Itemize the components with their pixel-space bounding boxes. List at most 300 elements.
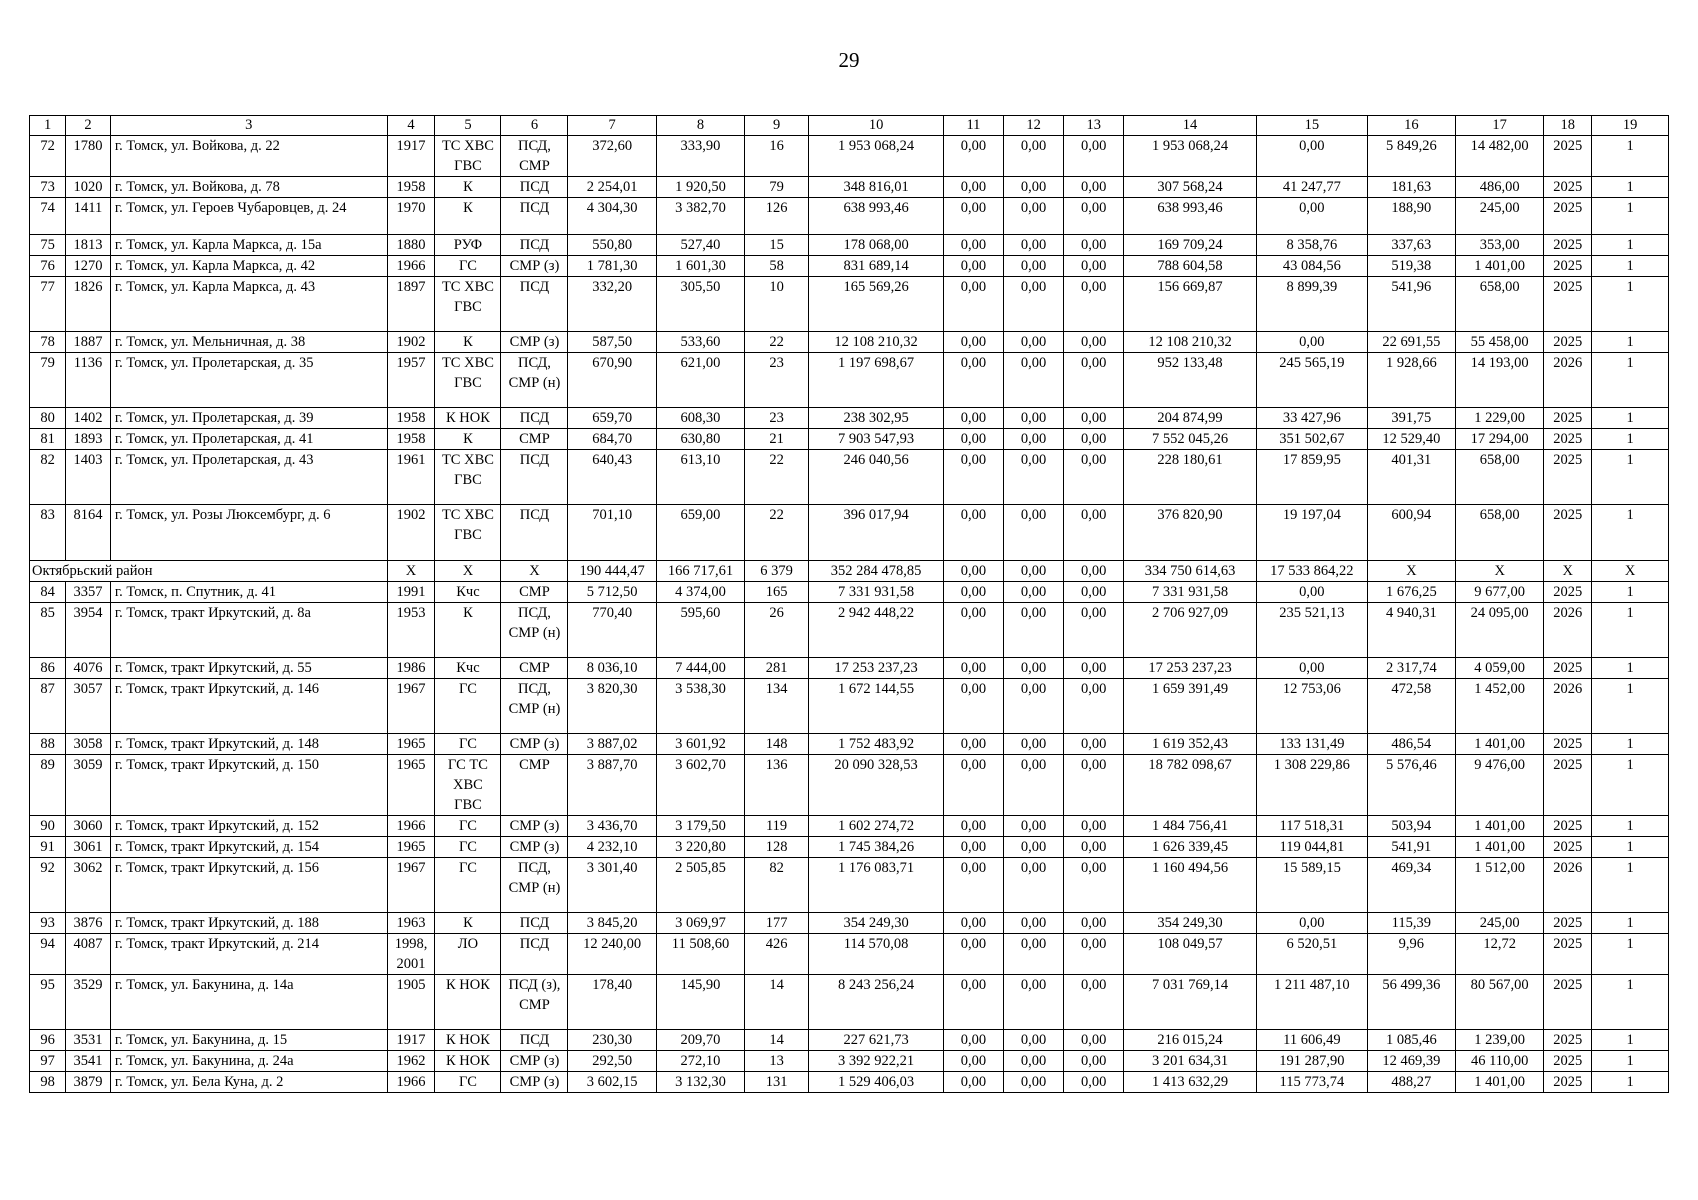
table-cell: 156 669,87	[1123, 276, 1256, 331]
table-row	[30, 1072, 1669, 1093]
table-cell: 1813	[66, 234, 111, 255]
table-cell: 1957	[387, 352, 435, 407]
table-cell: 178,40	[568, 975, 656, 1030]
table-cell: ГС	[435, 857, 501, 912]
table-cell: 2025	[1544, 657, 1592, 678]
table-cell: 2025	[1544, 733, 1592, 754]
table-cell: ГС ТС ХВС ГВС	[435, 754, 501, 815]
table-cell: 0,00	[944, 581, 1004, 602]
table-cell: 0,00	[1064, 857, 1124, 912]
table-cell: 80 567,00	[1456, 975, 1544, 1030]
table-cell: 3357	[66, 581, 111, 602]
table-cell: К	[435, 198, 501, 235]
table-cell: 4 304,30	[568, 198, 656, 235]
subtotal-cell: 334 750 614,63	[1123, 560, 1256, 581]
address-cell: г. Томск, ул. Войкова, д. 78	[110, 177, 387, 198]
table-cell: 0,00	[944, 177, 1004, 198]
table-cell: СМР (з)	[501, 733, 568, 754]
table-cell: 246 040,56	[808, 450, 943, 505]
table-cell: 1 602 274,72	[808, 815, 943, 836]
table-cell: 3 382,70	[656, 198, 744, 235]
table-cell: 0,00	[1064, 975, 1124, 1030]
table-cell: 1917	[387, 136, 435, 177]
table-cell: 0,00	[944, 754, 1004, 815]
table-cell: ПСД	[501, 934, 568, 975]
table-cell: 1902	[387, 331, 435, 352]
table-cell: 0,00	[1064, 408, 1124, 429]
table-cell: 2 317,74	[1367, 657, 1455, 678]
table-cell: ТС ХВС ГВС	[435, 450, 501, 505]
table-cell: 348 816,01	[808, 177, 943, 198]
table-cell: 0,00	[1064, 934, 1124, 975]
table-cell: 0,00	[944, 934, 1004, 975]
address-cell: г. Томск, ул. Войкова, д. 22	[110, 136, 387, 177]
table-cell: 26	[745, 602, 809, 657]
table-cell: 0,00	[944, 450, 1004, 505]
table-cell: 638 993,46	[1123, 198, 1256, 235]
table-cell: 831 689,14	[808, 255, 943, 276]
table-cell: 0,00	[944, 733, 1004, 754]
column-number: 11	[944, 116, 1004, 136]
table-cell: 0,00	[944, 1051, 1004, 1072]
table-cell: 8 036,10	[568, 657, 656, 678]
table-row	[30, 934, 1669, 975]
table-cell: 1962	[387, 1051, 435, 1072]
table-cell: 1	[1592, 857, 1669, 912]
table-row	[30, 198, 1669, 235]
table-cell: 227 621,73	[808, 1030, 943, 1051]
address-cell: г. Томск, тракт Иркутский, д. 214	[110, 934, 387, 975]
table-cell: 228 180,61	[1123, 450, 1256, 505]
table-cell: 8164	[66, 505, 111, 560]
table-cell: 1 401,00	[1456, 836, 1544, 857]
subtotal-cell: Х	[387, 560, 435, 581]
table-cell: 0,00	[1064, 754, 1124, 815]
table-cell: 3 845,20	[568, 913, 656, 934]
table-cell: 2025	[1544, 581, 1592, 602]
table-cell: 22	[745, 450, 809, 505]
table-cell: 126	[745, 198, 809, 235]
subtotal-cell: Х	[501, 560, 568, 581]
table-cell: 488,27	[1367, 1072, 1455, 1093]
table-cell: 354 249,30	[808, 913, 943, 934]
table-cell: 4076	[66, 657, 111, 678]
table-row	[30, 1051, 1669, 1072]
table-cell: 0,00	[1003, 857, 1064, 912]
table-cell: 1	[1592, 934, 1669, 975]
table-cell: 2 254,01	[568, 177, 656, 198]
table-cell: 1 197 698,67	[808, 352, 943, 407]
table-cell: 12,72	[1456, 934, 1544, 975]
table-row	[30, 857, 1669, 912]
table-cell: 1 401,00	[1456, 255, 1544, 276]
table-cell: 391,75	[1367, 408, 1455, 429]
table-cell: 1887	[66, 331, 111, 352]
table-cell: 630,80	[656, 429, 744, 450]
table-cell: ПСД	[501, 198, 568, 235]
table-cell: 1	[1592, 657, 1669, 678]
table-cell: 0,00	[1064, 815, 1124, 836]
table-cell: 58	[745, 255, 809, 276]
table-row	[30, 408, 1669, 429]
table-cell: 0,00	[944, 331, 1004, 352]
table-cell: 97	[30, 1051, 66, 1072]
table-cell: ПСД, СМР (н)	[501, 857, 568, 912]
subtotal-cell: Х	[1456, 560, 1544, 581]
table-cell: 3061	[66, 836, 111, 857]
table-cell: 7 444,00	[656, 657, 744, 678]
table-cell: 5 712,50	[568, 581, 656, 602]
table-cell: 0,00	[1003, 1051, 1064, 1072]
table-cell: 8 899,39	[1257, 276, 1368, 331]
table-cell: 12 240,00	[568, 934, 656, 975]
table-cell: 0,00	[944, 678, 1004, 733]
table-cell: 1	[1592, 815, 1669, 836]
table-cell: 92	[30, 857, 66, 912]
table-cell: СМР (з)	[501, 815, 568, 836]
table-cell: ТС ХВС ГВС	[435, 276, 501, 331]
table-cell: 1 211 487,10	[1257, 975, 1368, 1030]
table-cell: 94	[30, 934, 66, 975]
table-cell: 1	[1592, 331, 1669, 352]
address-cell: г. Томск, ул. Пролетарская, д. 43	[110, 450, 387, 505]
table-cell: 3531	[66, 1030, 111, 1051]
table-cell: 89	[30, 754, 66, 815]
table-cell: 2026	[1544, 352, 1592, 407]
table-cell: 1 745 384,26	[808, 836, 943, 857]
table-cell: 0,00	[1003, 198, 1064, 235]
table-cell: 3058	[66, 733, 111, 754]
table-cell: ПСД, СМР	[501, 136, 568, 177]
table-cell: 1905	[387, 975, 435, 1030]
table-cell: 1897	[387, 276, 435, 331]
table-cell: 3 069,97	[656, 913, 744, 934]
table-cell: Кчс	[435, 581, 501, 602]
table-cell: 7 331 931,58	[808, 581, 943, 602]
address-cell: г. Томск, ул. Пролетарская, д. 39	[110, 408, 387, 429]
table-row	[30, 177, 1669, 198]
table-cell: 86	[30, 657, 66, 678]
table-cell: 1 401,00	[1456, 815, 1544, 836]
table-cell: 0,00	[944, 657, 1004, 678]
table-cell: К НОК	[435, 975, 501, 1030]
column-number: 3	[110, 116, 387, 136]
table-cell: 541,91	[1367, 836, 1455, 857]
table-row	[30, 255, 1669, 276]
table-cell: 1 672 144,55	[808, 678, 943, 733]
address-cell: г. Томск, тракт Иркутский, д. 154	[110, 836, 387, 857]
table-cell: 1	[1592, 177, 1669, 198]
table-cell: СМР (з)	[501, 1051, 568, 1072]
table-cell: 3954	[66, 602, 111, 657]
table-cell: 600,94	[1367, 505, 1455, 560]
table-cell: 0,00	[1257, 136, 1368, 177]
table-cell: ТС ХВС ГВС	[435, 505, 501, 560]
table-cell: 3879	[66, 1072, 111, 1093]
table-cell: 1966	[387, 255, 435, 276]
table-cell: 1965	[387, 754, 435, 815]
table-cell: СМР	[501, 581, 568, 602]
table-cell: 10	[745, 276, 809, 331]
table-cell: 3 436,70	[568, 815, 656, 836]
table-cell: 1 626 339,45	[1123, 836, 1256, 857]
table-cell: 1 160 494,56	[1123, 857, 1256, 912]
table-cell: 0,00	[944, 602, 1004, 657]
table-cell: 23	[745, 408, 809, 429]
table-cell: 0,00	[944, 276, 1004, 331]
table-cell: 177	[745, 913, 809, 934]
table-cell: 134	[745, 678, 809, 733]
table-cell: 17 294,00	[1456, 429, 1544, 450]
table-cell: 376 820,90	[1123, 505, 1256, 560]
table-cell: 245 565,19	[1257, 352, 1368, 407]
table-cell: 3 132,30	[656, 1072, 744, 1093]
table-cell: 131	[745, 1072, 809, 1093]
table-cell: 0,00	[944, 255, 1004, 276]
table-cell: 332,20	[568, 276, 656, 331]
table-cell: 1 308 229,86	[1257, 754, 1368, 815]
table-cell: 0,00	[944, 234, 1004, 255]
table-cell: 1	[1592, 1030, 1669, 1051]
table-cell: 20 090 328,53	[808, 754, 943, 815]
table-cell: 1780	[66, 136, 111, 177]
table-row	[30, 136, 1669, 177]
column-number: 4	[387, 116, 435, 136]
table-cell: 0,00	[1257, 657, 1368, 678]
table-cell: 396 017,94	[808, 505, 943, 560]
table-cell: 337,63	[1367, 234, 1455, 255]
table-cell: 533,60	[656, 331, 744, 352]
table-cell: ГС	[435, 733, 501, 754]
table-cell: ЛО	[435, 934, 501, 975]
table-cell: 0,00	[1064, 733, 1124, 754]
table-cell: 0,00	[1064, 913, 1124, 934]
table-cell: 1953	[387, 602, 435, 657]
column-number: 17	[1456, 116, 1544, 136]
table-cell: 2 942 448,22	[808, 602, 943, 657]
table-cell: 621,00	[656, 352, 744, 407]
table-cell: 0,00	[1003, 678, 1064, 733]
table-cell: 95	[30, 975, 66, 1030]
table-cell: 2026	[1544, 602, 1592, 657]
table-cell: 108 049,57	[1123, 934, 1256, 975]
table-cell: 3 887,02	[568, 733, 656, 754]
address-cell: г. Томск, п. Спутник, д. 41	[110, 581, 387, 602]
table-cell: 426	[745, 934, 809, 975]
table-cell: 17 253 237,23	[808, 657, 943, 678]
table-cell: 188,90	[1367, 198, 1455, 235]
table-cell: 3062	[66, 857, 111, 912]
table-cell: ПСД	[501, 913, 568, 934]
table-body	[30, 116, 1669, 1093]
table-cell: 1966	[387, 815, 435, 836]
table-cell: 14	[745, 1030, 809, 1051]
table-row	[30, 352, 1669, 407]
table-cell: 79	[745, 177, 809, 198]
table-cell: 292,50	[568, 1051, 656, 1072]
table-cell: 2025	[1544, 429, 1592, 450]
table-cell: 0,00	[1003, 581, 1064, 602]
table-cell: 0,00	[1064, 1072, 1124, 1093]
table-row	[30, 754, 1669, 815]
table-cell: 55 458,00	[1456, 331, 1544, 352]
table-cell: 1970	[387, 198, 435, 235]
table-cell: 0,00	[1064, 276, 1124, 331]
table-cell: 0,00	[944, 857, 1004, 912]
table-cell: 0,00	[1257, 331, 1368, 352]
column-number: 19	[1592, 116, 1669, 136]
table-cell: 2025	[1544, 975, 1592, 1030]
subtotal-cell: 0,00	[1003, 560, 1064, 581]
table-cell: 165	[745, 581, 809, 602]
table-cell: 1826	[66, 276, 111, 331]
table-cell: 82	[745, 857, 809, 912]
page-number: 29	[838, 48, 860, 72]
table-cell: ТС ХВС ГВС	[435, 352, 501, 407]
table-cell: 2025	[1544, 276, 1592, 331]
address-cell: г. Томск, тракт Иркутский, д. 146	[110, 678, 387, 733]
table-cell: 3 201 634,31	[1123, 1051, 1256, 1072]
table-cell: 608,30	[656, 408, 744, 429]
table-cell: ПСД	[501, 276, 568, 331]
table-cell: 1	[1592, 581, 1669, 602]
table-cell: 1961	[387, 450, 435, 505]
table-cell: СМР (з)	[501, 255, 568, 276]
table-cell: 0,00	[1003, 450, 1064, 505]
table-cell: 3 602,15	[568, 1072, 656, 1093]
table-cell: 701,10	[568, 505, 656, 560]
table-cell: 1136	[66, 352, 111, 407]
subtotal-cell: Х	[435, 560, 501, 581]
table-cell: 0,00	[1003, 754, 1064, 815]
table-cell: 8 358,76	[1257, 234, 1368, 255]
subtotal-cell: 0,00	[944, 560, 1004, 581]
table-cell: 2025	[1544, 913, 1592, 934]
table-row	[30, 331, 1669, 352]
table-cell: 658,00	[1456, 276, 1544, 331]
table-cell: 0,00	[1064, 602, 1124, 657]
table-cell: 12 529,40	[1367, 429, 1455, 450]
column-number: 8	[656, 116, 744, 136]
table-cell: ПСД, СМР (н)	[501, 678, 568, 733]
table-cell: 33 427,96	[1257, 408, 1368, 429]
table-cell: 117 518,31	[1257, 815, 1368, 836]
table-cell: 1 452,00	[1456, 678, 1544, 733]
table-cell: 238 302,95	[808, 408, 943, 429]
table-cell: 2025	[1544, 136, 1592, 177]
table-cell: 7 552 045,26	[1123, 429, 1256, 450]
table-cell: 0,00	[1003, 234, 1064, 255]
table-cell: 9,96	[1367, 934, 1455, 975]
column-number: 18	[1544, 116, 1592, 136]
subtotal-cell: 190 444,47	[568, 560, 656, 581]
table-cell: 46 110,00	[1456, 1051, 1544, 1072]
table-cell: 1	[1592, 602, 1669, 657]
table-cell: 148	[745, 733, 809, 754]
table-row	[30, 1030, 1669, 1051]
table-cell: 3 392 922,21	[808, 1051, 943, 1072]
table-cell: 91	[30, 836, 66, 857]
table-cell: 1	[1592, 136, 1669, 177]
subtotal-cell: 0,00	[1064, 560, 1124, 581]
table-row	[30, 602, 1669, 657]
table-cell: 952 133,48	[1123, 352, 1256, 407]
table-cell: СМР (з)	[501, 1072, 568, 1093]
table-cell: 2025	[1544, 505, 1592, 560]
table-cell: 1917	[387, 1030, 435, 1051]
table-cell: 281	[745, 657, 809, 678]
subtotal-cell: 166 717,61	[656, 560, 744, 581]
address-cell: г. Томск, ул. Карла Маркса, д. 43	[110, 276, 387, 331]
table-cell: 0,00	[1064, 1051, 1124, 1072]
table-cell: СМР (з)	[501, 836, 568, 857]
table-cell: 272,10	[656, 1051, 744, 1072]
table-cell: 2 706 927,09	[1123, 602, 1256, 657]
column-number: 10	[808, 116, 943, 136]
table-row	[30, 450, 1669, 505]
table-cell: 12 108 210,32	[808, 331, 943, 352]
subtotal-cell: 6 379	[745, 560, 809, 581]
table-row	[30, 234, 1669, 255]
table-cell: 178 068,00	[808, 234, 943, 255]
table-cell: 1 401,00	[1456, 733, 1544, 754]
table-cell: 1020	[66, 177, 111, 198]
table-cell: 0,00	[1003, 913, 1064, 934]
table-cell: ПСД	[501, 408, 568, 429]
table-cell: 13	[745, 1051, 809, 1072]
table-cell: 15 589,15	[1257, 857, 1368, 912]
table-cell: 0,00	[1003, 352, 1064, 407]
table-cell: 1 512,00	[1456, 857, 1544, 912]
table-cell: 115,39	[1367, 913, 1455, 934]
table-cell: 0,00	[944, 913, 1004, 934]
table-cell: 12 753,06	[1257, 678, 1368, 733]
table-row	[30, 733, 1669, 754]
table-cell: СМР	[501, 657, 568, 678]
table-cell: 216 015,24	[1123, 1030, 1256, 1051]
table-cell: 1 601,30	[656, 255, 744, 276]
table-cell: 2025	[1544, 408, 1592, 429]
address-cell: г. Томск, ул. Карла Маркса, д. 42	[110, 255, 387, 276]
table-cell: 1 229,00	[1456, 408, 1544, 429]
table-cell: 0,00	[944, 429, 1004, 450]
table-cell: 1 619 352,43	[1123, 733, 1256, 754]
table-cell: 3060	[66, 815, 111, 836]
address-cell: г. Томск, ул. Бакунина, д. 15	[110, 1030, 387, 1051]
table-cell: 2025	[1544, 1030, 1592, 1051]
table-cell: 2025	[1544, 836, 1592, 857]
table-cell: 0,00	[944, 975, 1004, 1030]
table-cell: 2025	[1544, 1072, 1592, 1093]
table-cell: 1991	[387, 581, 435, 602]
table-cell: 1 953 068,24	[1123, 136, 1256, 177]
table-cell: 0,00	[1064, 198, 1124, 235]
table-row	[30, 975, 1669, 1030]
table-cell: 0,00	[1064, 581, 1124, 602]
table-cell: 3541	[66, 1051, 111, 1072]
table-cell: 1	[1592, 505, 1669, 560]
subtotal-cell: 17 533 864,22	[1257, 560, 1368, 581]
table-cell: 43 084,56	[1257, 255, 1368, 276]
table-cell: 90	[30, 815, 66, 836]
table-cell: 1 659 391,49	[1123, 678, 1256, 733]
table-cell: 74	[30, 198, 66, 235]
address-cell: г. Томск, тракт Иркутский, д. 188	[110, 913, 387, 934]
table-cell: 9 476,00	[1456, 754, 1544, 815]
table-cell: 1 413 632,29	[1123, 1072, 1256, 1093]
table-cell: 5 576,46	[1367, 754, 1455, 815]
table-cell: 22 691,55	[1367, 331, 1455, 352]
